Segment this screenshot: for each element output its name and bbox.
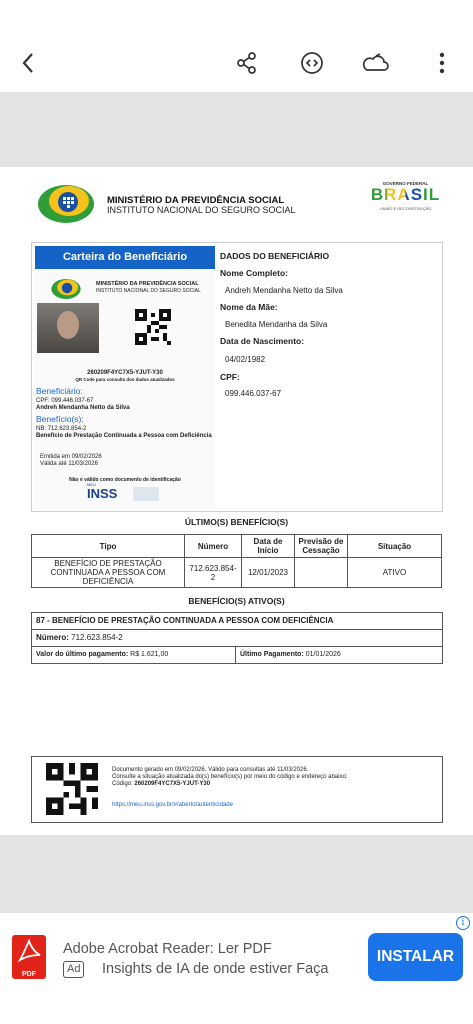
beneficios-ativos-title: BENEFÍCIO(S) ATIVO(S)	[188, 596, 285, 606]
beneficiary-section: Carteira do Beneficiário MINISTÉRIO DA PREVIDÊNCIA SOCIAL INSTITUTO NACIONAL DO SEGURO SOCIAL 260209F4YC7X5-YJUT-Y30 QR Code para consulta dos dados atualizados Beneficiário: CPF: 099.446.037-67 Andreh Mendanha Netto da Silva Benefício(s): NB: 712.623.854-2 Benefício de Prestação Continuada a Pessoa com Deficiência Emitida em 09/02/2026 Válida até 11/03/2026 Não é válido como documento de identificação MEU INSS DADOS DO BENEFICIÁRIO Nome Completo: Andreh Mendanha Netto da Silva Nome da Mãe: Benedita Mendanha da Silva Data de Nascimento: 04/02/1982 CPF: 099.446.037-67	[31, 242, 443, 512]
share-icon[interactable]	[232, 48, 262, 78]
ultimos-beneficios-title: ÚLTIMO(S) BENEFÍCIO(S)	[184, 517, 289, 527]
ad-badge: Ad	[63, 961, 84, 978]
install-button[interactable]: INSTALAR	[368, 933, 463, 981]
card-code: 260209F4YC7X5-YJUT-Y30	[87, 370, 163, 376]
gov-brasil-logo: GOVERNO FEDERAL BRASIL UNIÃO E RECONSTRUÇÃO	[368, 181, 443, 211]
code-icon[interactable]	[297, 48, 327, 78]
more-vert-icon[interactable]	[427, 48, 457, 78]
active-benefit-number: Número: 712.623.854-2	[32, 630, 442, 647]
acrobat-logo-icon: PDF	[12, 935, 46, 979]
authenticity-box	[31, 756, 443, 823]
meu-label: MEU	[87, 482, 96, 487]
qr-code-icon	[135, 309, 171, 345]
authenticity-link[interactable]: https://meu.inss.gov.br/#/aberto/autenticidade	[112, 802, 233, 808]
active-benefit-name: 87 - BENEFÍCIO DE PRESTAÇÃO CONTINUADA A PESSOA COM DEFICIÊNCIA	[32, 613, 442, 630]
beneficiary-name: Andreh Mendanha Netto da Silva	[225, 286, 343, 295]
inss-logo-icon	[36, 183, 96, 225]
gov-small-logo	[133, 487, 159, 501]
ad-title[interactable]: Adobe Acrobat Reader: Ler PDF	[63, 941, 272, 957]
pdf-page	[0, 167, 473, 835]
brasil-wordmark: BRASIL	[368, 186, 443, 204]
last-payment: Último Pagamento: 01/01/2026	[235, 647, 341, 663]
ad-subtitle[interactable]: Insights de IA de onde estiver Faça	[102, 961, 329, 977]
ad-banner[interactable]	[0, 913, 473, 1024]
authenticity-text: Documento gerado em 09/02/2026. Válido para consultas até 11/03/2026. Consulte a situação atualizada do(s) benefício(s) por meio do código e endereço abaixo: Código: 260209F4YC7X5-YJUT-Y30	[112, 767, 348, 787]
institute-title: INSTITUTO NACIONAL DO SEGURO SOCIAL	[107, 205, 296, 215]
dados-title: DADOS DO BENEFICIÁRIO	[220, 251, 330, 261]
payment-row: Valor do último pagamento: R$ 1.621,00 Último Pagamento: 01/01/2026	[32, 647, 442, 663]
beneficiary-card: Carteira do Beneficiário MINISTÉRIO DA PREVIDÊNCIA SOCIAL INSTITUTO NACIONAL DO SEGURO SOCIAL 260209F4YC7X5-YJUT-Y30 QR Code para consulta dos dados atualizados Beneficiário: CPF: 099.446.037-67 Andreh Mendanha Netto da Silva Benefício(s): NB: 712.623.854-2 Benefício de Prestação Continuada a Pessoa com Deficiência Emitida em 09/02/2026 Válida até 11/03/2026 Não é válido como documento de identificação MEU INSS	[35, 246, 215, 508]
card-title: Carteira do Beneficiário	[35, 246, 215, 269]
info-icon[interactable]: i	[456, 916, 470, 930]
beneficiary-photo	[37, 303, 99, 353]
top-app-bar	[0, 30, 473, 92]
back-arrow-icon[interactable]	[13, 48, 43, 78]
viewer-background-top	[0, 92, 473, 167]
active-benefit-box	[31, 612, 443, 664]
ministry-title: MINISTÉRIO DA PREVIDÊNCIA SOCIAL	[107, 195, 285, 206]
mother-name: Benedita Mendanha da Silva	[225, 320, 328, 329]
inss-wordmark: INSS	[87, 486, 118, 501]
table-row: BENEFÍCIO DE PRESTAÇÃO CONTINUADA A PESSOA COM DEFICIÊNCIA 712.623.854-2 12/01/2023 ATIVO	[32, 558, 442, 588]
card-inss-logo-icon	[47, 278, 85, 300]
authenticity-qr-code-icon	[46, 763, 98, 815]
cpf-value: 099.446.037-67	[225, 389, 282, 398]
birth-date: 04/02/1982	[225, 355, 266, 364]
table-header-row: Tipo Número Data de Início Previsão de Cessação Situação	[32, 535, 442, 558]
cloud-icon[interactable]	[361, 48, 391, 78]
benefits-table	[31, 534, 442, 588]
viewer-background-bottom	[0, 835, 473, 913]
